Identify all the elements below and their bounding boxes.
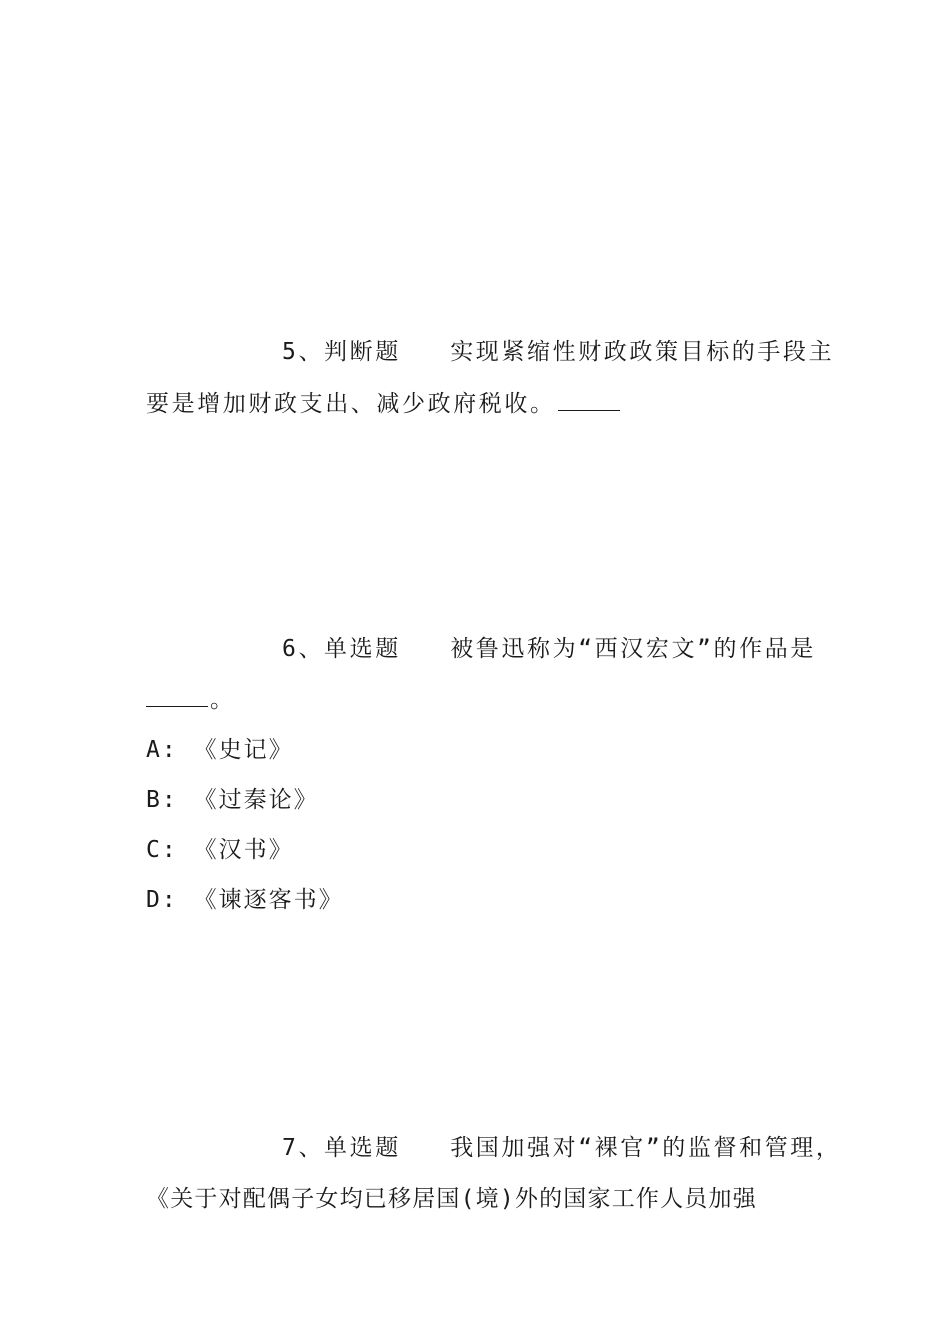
option-b-text: 《过秦论》 <box>193 787 319 813</box>
option-c <box>146 834 808 866</box>
option-d <box>146 884 808 916</box>
answer-blank <box>146 686 208 707</box>
question-5-line-1 <box>282 336 835 368</box>
answer-blank <box>558 390 620 411</box>
option-b <box>146 784 808 816</box>
option-a <box>146 734 808 766</box>
question-6-text-2: 。 <box>210 687 236 713</box>
question-5-text-2: 要是增加财政支出、减少政府税收。 <box>146 391 556 417</box>
question-5-text-1: 实现紧缩性财政政策目标的手段主 <box>450 339 835 365</box>
option-c-sep: : <box>161 837 178 863</box>
option-d-text: 《谏逐客书》 <box>193 887 344 913</box>
question-5-type: 、判断题 <box>298 339 401 365</box>
question-6-text-1: 被鲁迅称为“西汉宏文”的作品是 <box>450 636 816 662</box>
question-5-line-2 <box>146 388 808 420</box>
question-7-line-2 <box>146 1183 808 1215</box>
question-7-text-2: 《关于对配偶子女均已移居国(境)外的国家工作人员加强 <box>146 1186 757 1212</box>
question-6-number: 6 <box>282 636 299 662</box>
question-6-line-1 <box>282 633 816 665</box>
question-7-line-1 <box>282 1132 842 1164</box>
question-6-line-2 <box>146 684 808 716</box>
option-a-text: 《史记》 <box>193 737 294 763</box>
option-d-sep: : <box>161 887 178 913</box>
option-c-text: 《汉书》 <box>193 837 294 863</box>
question-7-type: 、单选题 <box>298 1135 401 1161</box>
option-a-key: A <box>146 737 162 763</box>
question-7-number: 7 <box>282 1135 299 1161</box>
option-b-sep: : <box>161 787 178 813</box>
question-6-type: 、单选题 <box>298 636 401 662</box>
question-7-text-1: 我国加强对“裸官”的监督和管理， <box>450 1135 842 1161</box>
option-a-sep: : <box>161 737 178 763</box>
option-d-key: D <box>146 887 162 913</box>
option-c-key: C <box>146 837 162 863</box>
question-5-number: 5 <box>282 339 299 365</box>
option-b-key: B <box>146 787 162 813</box>
